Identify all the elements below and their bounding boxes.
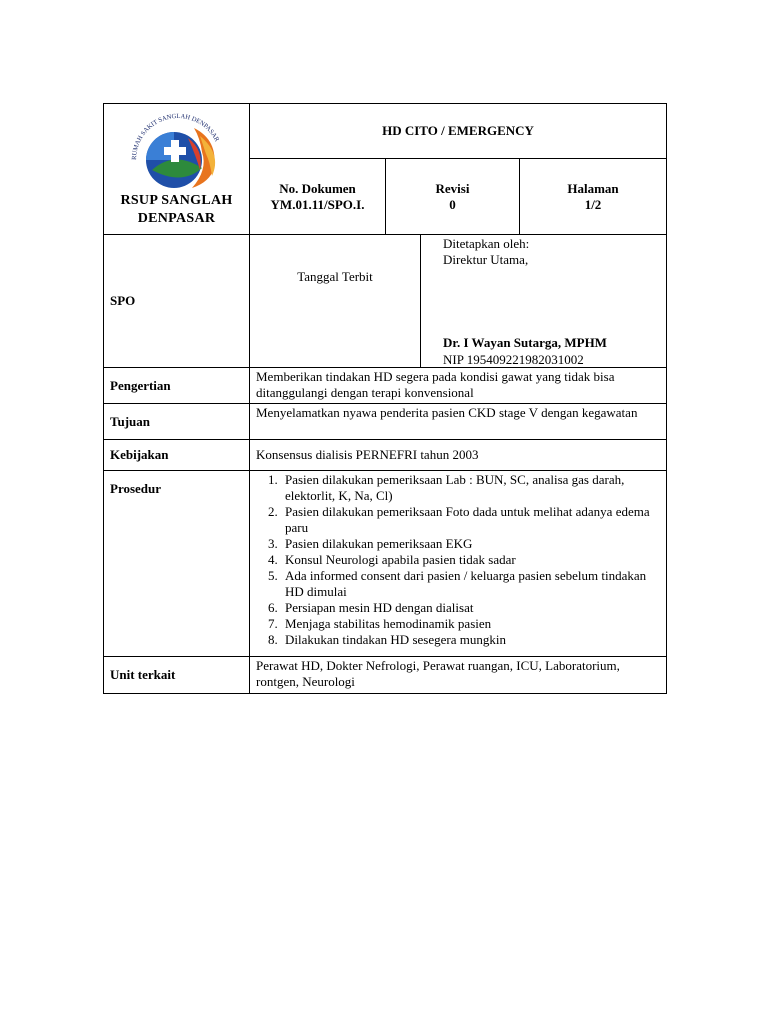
unit-terkait-label: Unit terkait [104,657,250,694]
hospital-name-line1: RSUP SANGLAH [120,193,233,208]
page-value: 1/2 [584,196,602,212]
hospital-name-line2: DENPASAR [137,211,216,226]
logo-ring-text: RUMAH SAKIT SANGLAH DENPASAR [130,112,221,161]
pengertian-text: Memberikan tindakan HD segera pada kondisi gawat yang tidak bisa ditanggulangi dengan terapi konvensional [250,368,667,404]
spo-label: SPO [104,235,250,368]
issue-date-label: Tanggal Terbit [250,235,421,368]
spo-table [103,103,667,694]
hospital-name [104,192,249,228]
tujuan-text: Menyelamatkan nyawa penderita pasien CKD stage V dengan kegawatan [250,404,667,440]
pengertian-label: Pengertian [104,368,250,404]
prosedur-step: 5. Ada informed consent dari pasien / keluarga pasien sebelum tindakan HD dimulai [281,568,660,600]
prosedur-step: 3. Pasien dilakukan pemeriksaan EKG [281,536,660,552]
hospital-logo [122,110,232,194]
prosedur-step: 2. Pasien dilakukan pemeriksaan Foto dada untuk melihat adanya edema paru [281,504,660,536]
document-title: HD CITO / EMERGENCY [250,104,667,159]
unit-terkait-text: Perawat HD, Dokter Nefrologi, Perawat ruangan, ICU, Laboratorium, rontgen, Neurologi [250,657,667,694]
prosedur-step: 1. Pasien dilakukan pemeriksaan Lab : BUN, SC, analisa gas darah, elektorlit, K, Na, Cl) [281,472,660,504]
doc-number-label: No. Dokumen [279,180,356,196]
prosedur-step: 7. Menjaga stabilitas hemodinamik pasien [281,616,660,632]
prosedur-step: 6. Persiapan mesin HD dengan dialisat [281,600,660,616]
page-label: Halaman [567,180,619,196]
prosedur-step: 4. Konsul Neurologi apabila pasien tidak sadar [281,552,660,568]
kebijakan-label: Kebijakan [104,440,250,471]
approver-title: Direktur Utama, [443,252,529,267]
hospital-cell [104,104,250,235]
approver-name: Dr. I Wayan Sutarga, MPHM [443,335,607,350]
approval-cell [421,235,667,368]
revision-label: Revisi [435,180,470,196]
doc-number-cell [250,159,386,235]
prosedur-list [256,472,660,648]
prosedur-label: Prosedur [104,471,250,657]
revision-cell [386,159,520,235]
revision-value: 0 [449,196,456,212]
prosedur-step: 8. Dilakukan tindakan HD sesegera mungkin [281,632,660,648]
doc-number-value: YM.01.11/SPO.I. [270,196,365,212]
prosedur-cell [250,471,667,657]
approved-by-label: Ditetapkan oleh: [443,236,530,251]
kebijakan-text: Konsensus dialisis PERNEFRI tahun 2003 [250,440,667,471]
approver-nip: NIP 195409221982031002 [443,352,584,367]
tujuan-label: Tujuan [104,404,250,440]
page-cell [520,159,667,235]
